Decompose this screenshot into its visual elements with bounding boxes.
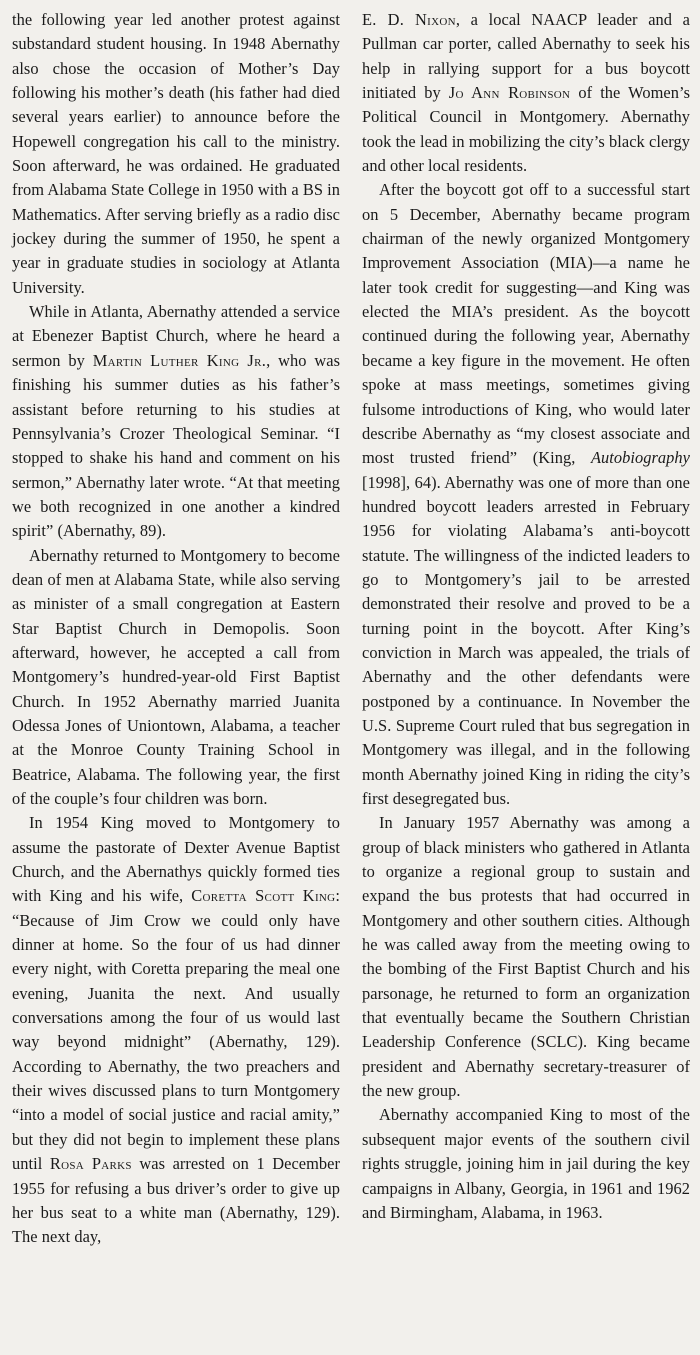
small-caps-name: E. D. Nixon [362,10,456,29]
paragraph [12,811,340,1249]
italic-title: Autobiography [591,448,690,468]
left-column [12,8,340,1349]
paragraph [362,1103,690,1225]
small-caps-name: Jo Ann Robinson [448,83,571,103]
text-run: , who was finishing his summer duties as his father’s assistant before returning to his studies at Pennsylvania’s Crozer Theological Seminar. “I stopped to shake his hand and comment on his sermon,” Abernathy later wrote. “At that meeting we both recognized in one another a kindred spirit” (Abernathy, 89). [12,350,340,541]
text-run: : “Because of Jim Crow we could only have dinner at home. So the four of us had dinner every night, with Coretta preparing the meal one evening, Juanita the next. And usually conversations among the four of us would last way beyond midnight” (Abernathy, 129). According to Abernathy, the two preachers and their wives discussed plans to turn Montgomery “into a model of social justice and racial amity,” but they did not begin to implement these plans until [12,886,340,1174]
small-caps-name: Rosa Parks [49,1154,132,1174]
paragraph [12,544,340,812]
text-run: In January 1957 Abernathy was among a group of black ministers who gathered in Atlanta to organize a regional group to sustain and expand the bus protests that had occurred in Montgomery and other southern cities. Although he was called away from the meeting owing to the bombing of the First Baptist Church and his parsonage, he returned to form an organization that eventually became the Southern Christian Leadership Conference (SCLC). King became president and Abernathy secretary-treasurer of the new group. [362,813,690,1101]
text-run: After the boycott got off to a successful start on 5 December, Abernathy became program chairman of the newly organized Montgomery Improvement Association (MIA)—a name he later took credit for suggesting—and King was elected the MIA’s president. As the boycott continued during the following year, Abernathy became a key figure in the movement. He often spoke at mass meetings, sometimes giving fulsome introductions of King, who would later describe Abernathy as “my closest associate and most trusted friend” (King, [362,180,690,468]
text-run: , a local NAACP leader and a Pullman car porter, called Abernathy to seek his help in rallying support for a bus boycott initiated by [362,10,690,103]
text-run: of the Women’s Political Council in Montgomery. Abernathy took the lead in mobilizing the city’s black clergy and other local residents. [362,83,690,176]
text-run: Abernathy accompanied King to most of the subsequent major events of the southern civil rights struggle, joining him in jail during the key campaigns in Albany, Georgia, in 1961 and 1962 and Birmingham, Alabama, in 1963. [362,1105,690,1222]
text-run: Abernathy returned to Montgomery to become dean of men at Alabama State, while also serving as minister of a small congregation at Eastern Star Baptist Church in Demopolis. Soon afterward, however, he accepted a call from Montgomery’s hundred-year-old First Baptist Church. In 1952 Abernathy married Juanita Odessa Jones of Uniontown, Alabama, a teacher at the Monroe County Training School in Beatrice, Alabama. The following year, the first of the couple’s four children was born. [12,545,340,808]
small-caps-name: Martin Luther King Jr. [92,350,267,370]
text-run: In 1954 King moved to Montgomery to assume the pastorate of Dexter Avenue Baptist Church, and the Abernathys quickly formed ties with King and his wife, [12,813,340,906]
paragraph [12,300,340,543]
text-run: the following year led another protest against substandard student housing. In 1948 Abernathy also chose the occasion of Mother’s Day following his mother’s death (his father had died several years earlier) to announce before the Hopewell congregation his call to the ministry. Soon afterward, he was ordained. He graduated from Alabama State College in 1950 with a BS in Mathematics. After serving briefly as a radio disc jockey during the summer of 1950, he spent a year in graduate studies in sociology at Atlanta University. [12,10,340,297]
two-column-layout [12,8,690,1349]
text-run: was arrested on 1 December 1955 for refusing a bus driver’s order to give up her bus seat to a white man (Abernathy, 129). The next day, [12,1154,341,1247]
paragraph [362,8,690,178]
right-column [362,8,690,1349]
text-run: [1998], 64). Abernathy was one of more than one hundred boycott leaders arrested in February 1956 for violating Alabama’s anti-boycott statute. The willingness of the indicted leaders to go to Montgomery’s jail to be arrested demonstrated their resolve and proved to be a turning point in the boycott. After King’s conviction in March was appealed, the trials of Abernathy and the other defendants were postponed by a continuance. In November the U.S. Supreme Court ruled that bus segregation in Montgomery was illegal, and in the following month Abernathy joined King in riding the city’s first desegregated bus. [362,472,690,808]
paragraph [12,8,340,300]
small-caps-name: Coretta Scott King [191,886,336,906]
text-run: While in Atlanta, Abernathy attended a service at Ebenezer Baptist Church, where he heard a sermon by [12,302,340,370]
paragraph [362,178,690,811]
paragraph [362,811,690,1103]
